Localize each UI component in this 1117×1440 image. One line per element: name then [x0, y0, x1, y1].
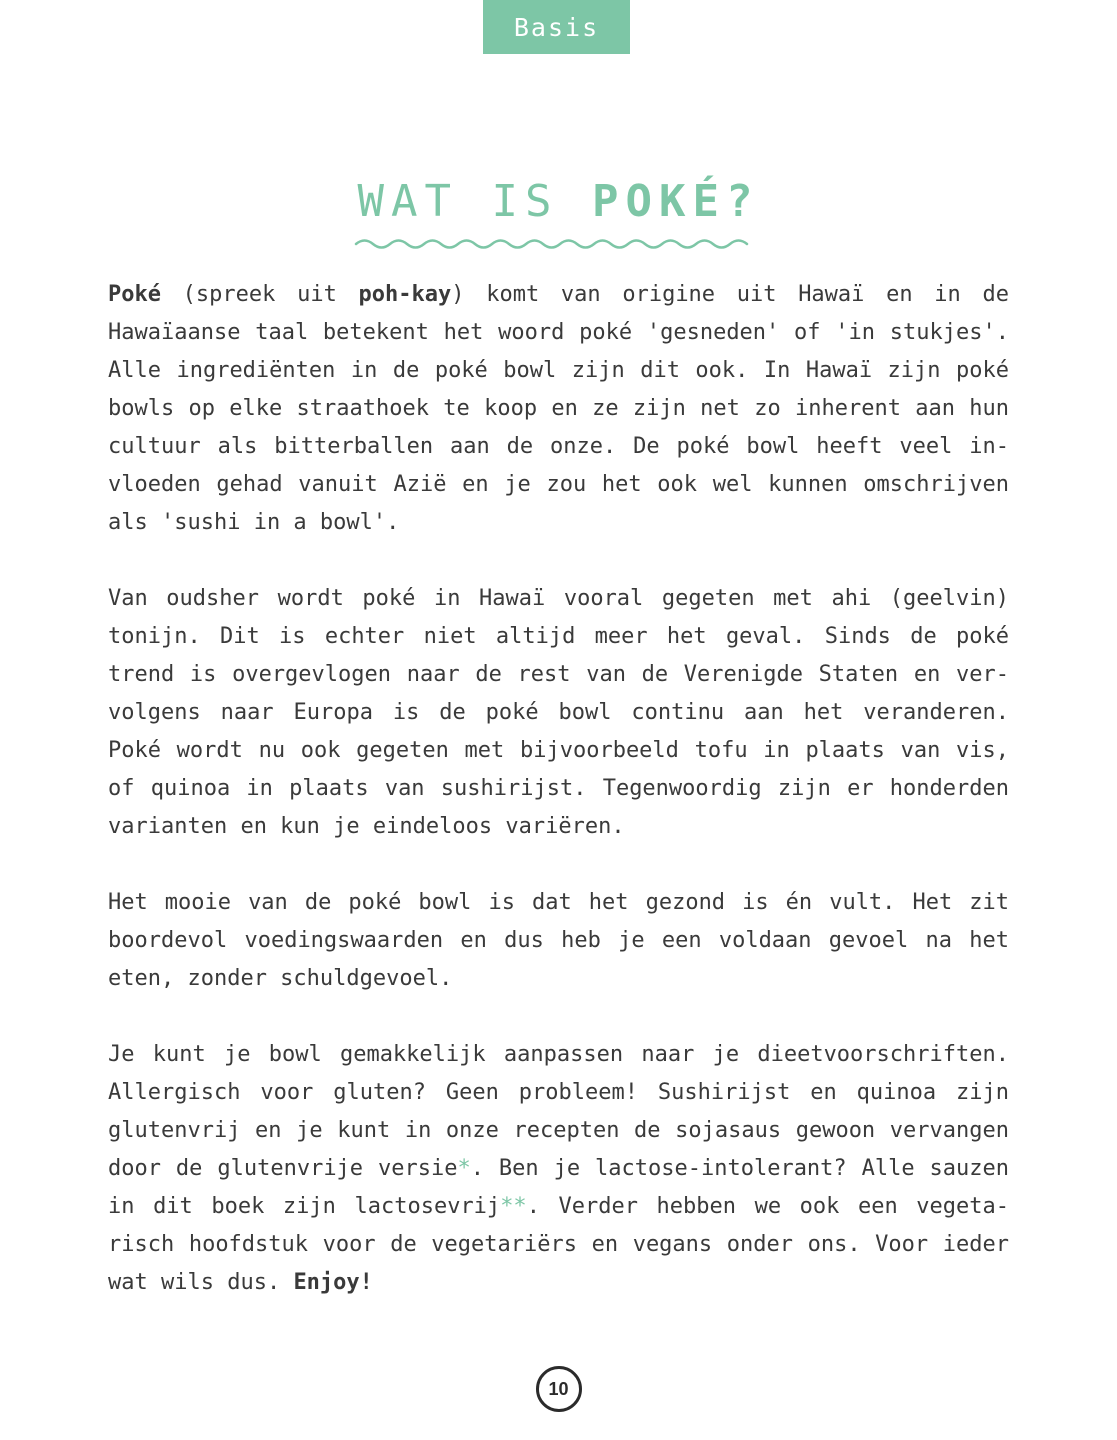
- text-segment: Je kunt je bowl gemakkelijk aanpassen naar je dieetvoorschriften.: [108, 1042, 1009, 1067]
- text-line: [108, 1036, 1009, 1074]
- text-line: [108, 390, 1009, 428]
- text-segment: boordevol voedingswaarden en dus heb je een voldaan gevoel na het: [108, 928, 1009, 953]
- text-segment: als 'sushi in a bowl'.: [108, 510, 400, 535]
- text-segment: vloeden gehad vanuit Azië en je zou het ook wel kunnen omschrijven: [108, 472, 1009, 497]
- text-segment: (spreek uit: [160, 282, 359, 307]
- page-number-badge: [536, 1366, 582, 1412]
- text-segment: in dit boek zijn lactosevrij: [108, 1194, 501, 1219]
- text-line: [108, 1074, 1009, 1112]
- text-line: [108, 276, 1009, 314]
- text-segment: volgens naar Europa is de poké bowl continu aan het veranderen.: [108, 700, 1009, 725]
- text-line: [108, 466, 1009, 504]
- text-segment: trend is overgevlogen naar de rest van de Verenigde Staten en ver-: [108, 662, 1009, 687]
- text-line: [108, 1188, 1009, 1226]
- text-segment: . Ben je lactose-intolerant? Alle sauzen: [470, 1156, 1009, 1181]
- text-segment: Poké: [108, 282, 161, 307]
- text-segment: Het mooie van de poké bowl is dat het gezond is én vult. Het zit: [108, 890, 1009, 915]
- text-segment: cultuur als bitterballen aan de onze. De poké bowl heeft veel in-: [108, 434, 1009, 459]
- footnote-asterisk: *: [457, 1156, 471, 1181]
- text-segment: of quinoa in plaats van sushirijst. Tegenwoordig zijn er honderden: [108, 776, 1009, 801]
- footnote-asterisk: **: [500, 1194, 527, 1219]
- page-number: 10: [548, 1378, 569, 1399]
- text-line: [108, 504, 1009, 542]
- text-segment: eten, zonder schuldgevoel.: [108, 966, 453, 991]
- text-line: [108, 960, 1009, 998]
- paragraph: [108, 580, 1009, 846]
- chapter-tab-label: Basis: [513, 12, 600, 42]
- text-segment: poh-kay: [358, 282, 452, 307]
- text-segment: door de glutenvrije versie: [108, 1156, 458, 1181]
- text-segment: bowls op elke straathoek te koop en ze zijn net zo inherent aan hun: [108, 396, 1009, 421]
- paragraph: [108, 276, 1009, 542]
- text-segment: . Verder hebben we ook een vegeta-: [526, 1194, 1009, 1219]
- text-segment: wat wils dus.: [108, 1270, 294, 1295]
- text-segment: Enjoy!: [293, 1270, 373, 1295]
- chapter-tab: [483, 0, 630, 54]
- text-segment: Poké wordt nu ook gegeten met bijvoorbeeld tofu in plaats van vis,: [108, 738, 1009, 763]
- title-block: [0, 176, 1117, 251]
- text-segment: varianten en kun je eindeloos variëren.: [108, 814, 625, 839]
- paragraph: [108, 884, 1009, 998]
- text-line: [108, 428, 1009, 466]
- text-line: [108, 884, 1009, 922]
- body-text: [108, 276, 1009, 1302]
- page-title-bold: POKÉ?: [591, 176, 760, 227]
- text-line: [108, 1150, 1009, 1188]
- text-line: [108, 922, 1009, 960]
- text-segment: Hawaïaanse taal betekent het woord poké 'gesneden' of 'in stukjes'.: [108, 320, 1009, 345]
- text-line: [108, 808, 1009, 846]
- text-line: [108, 656, 1009, 694]
- text-segment: Van oudsher wordt poké in Hawaï vooral gegeten met ahi (geelvin): [108, 586, 1009, 611]
- text-segment: risch hoofdstuk voor de vegetariërs en vegans onder ons. Voor ieder: [108, 1232, 1009, 1257]
- page-title: [0, 176, 1117, 227]
- text-line: [108, 352, 1009, 390]
- text-segment: glutenvrij en je kunt in onze recepten de sojasaus gewoon vervangen: [108, 1118, 1009, 1143]
- text-segment: tonijn. Dit is echter niet altijd meer het geval. Sinds de poké: [108, 624, 1009, 649]
- text-line: [108, 1112, 1009, 1150]
- text-line: [108, 314, 1009, 352]
- text-line: [108, 770, 1009, 808]
- text-line: [108, 694, 1009, 732]
- text-segment: Alle ingrediënten in de poké bowl zijn dit ook. In Hawaï zijn poké: [108, 358, 1009, 383]
- text-line: [108, 732, 1009, 770]
- text-line: [108, 1226, 1009, 1264]
- title-underline-wave-icon: [353, 237, 765, 251]
- text-segment: ) komt van origine uit Hawaï en in de: [451, 282, 1009, 307]
- paragraph: [108, 1036, 1009, 1302]
- text-line: [108, 1264, 1009, 1302]
- text-line: [108, 618, 1009, 656]
- text-segment: Allergisch voor gluten? Geen probleem! Sushirijst en quinoa zijn: [108, 1080, 1009, 1105]
- page-title-light: WAT IS: [357, 176, 592, 227]
- text-line: [108, 580, 1009, 618]
